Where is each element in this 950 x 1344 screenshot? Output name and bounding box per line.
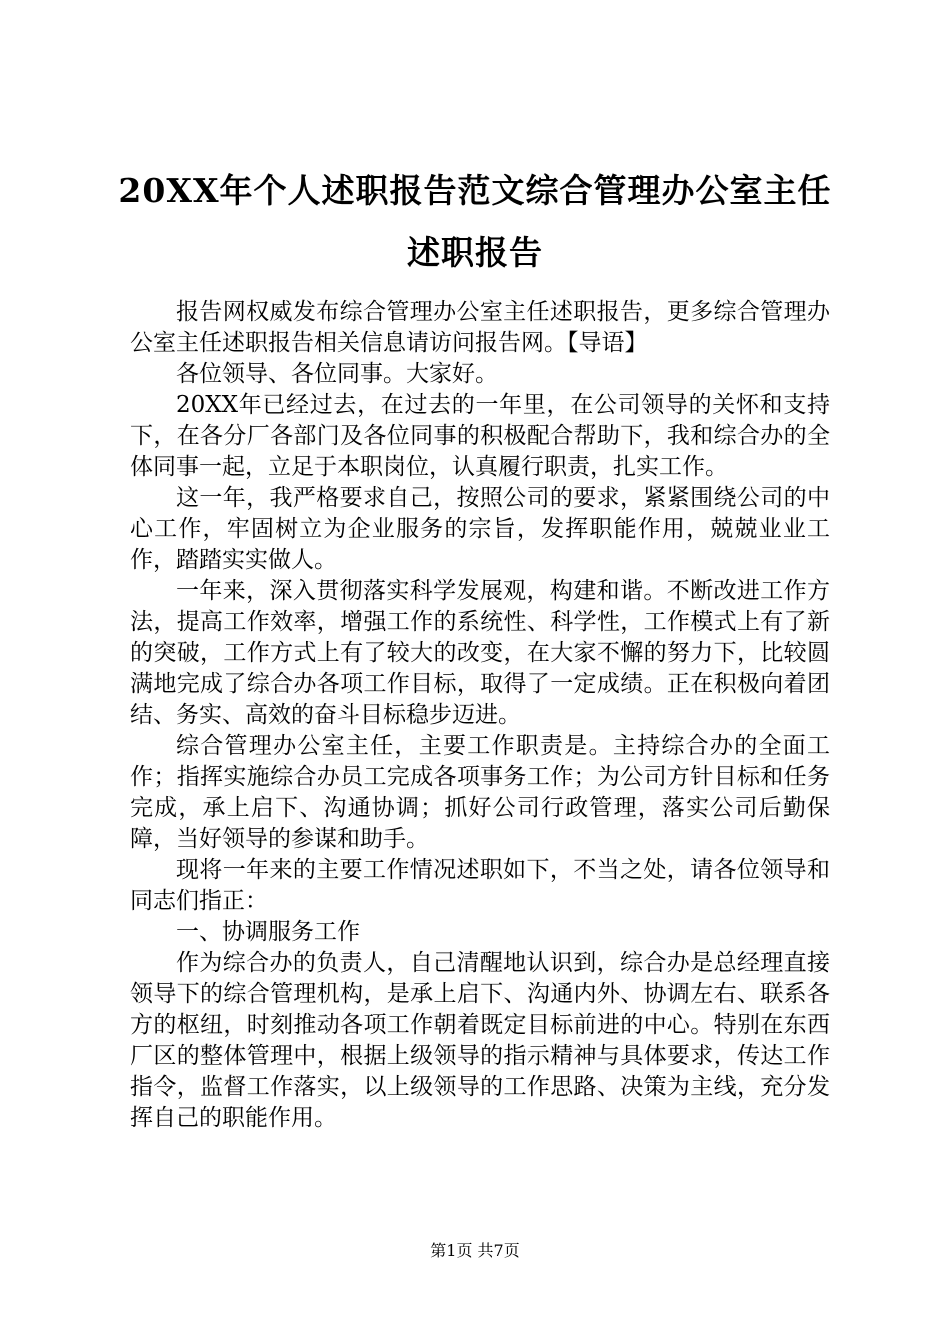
paragraph-greeting: 各位领导、各位同事。大家好。 [176, 361, 498, 387]
paragraph-review: 20XX年已经过去，在过去的一年里，在公司领导的关怀和支持下，在各分厂各部门及各位同事的积极配合帮助下，我和综合办的全体同事一起，立足于本职岗位，认真履行职责，扎实工作。 [130, 392, 830, 480]
document-body [130, 297, 830, 1134]
paragraph-this-year: 这一年，我严格要求自己，按照公司的要求，紧紧围绕公司的中心工作，牢固树立为企业服务的宗旨，发挥职能作用，兢兢业业工作，踏踏实实做人。 [130, 485, 830, 573]
paragraph-duties: 综合管理办公室主任，主要工作职责是。主持综合办的全面工作；指挥实施综合办员工完成各项事务工作；为公司方针目标和任务完成，承上启下、沟通协调；抓好公司行政管理，落实公司后勤保障，当好领导的参谋和助手。 [130, 733, 830, 852]
paragraph-report-intro: 现将一年来的主要工作情况述职如下，不当之处，请各位领导和同志们指正： [130, 857, 830, 914]
document-title: 20XX年个人述职报告范文综合管理办公室主任述职报告 [118, 171, 832, 272]
section-heading-coordination: 一、协调服务工作 [176, 919, 360, 945]
paragraph-coordination: 作为综合办的负责人，自己清醒地认识到，综合办是总经理直接领导下的综合管理机构，是承上启下、沟通内外、协调左右、联系各方的枢纽，时刻推动各项工作朝着既定目标前进的中心。特别在东西厂区的整体管理中，根据上级领导的指示精神与具体要求，传达工作指令，监督工作落实，以上级领导的工作思路、决策为主线，充分发挥自己的职能作用。 [130, 950, 830, 1131]
page-number: 第1页 共7页 [430, 1241, 520, 1260]
paragraph-achievements: 一年来，深入贯彻落实科学发展观，构建和谐。不断改进工作方法，提高工作效率，增强工作的系统性、科学性，工作模式上有了新的突破，工作方式上有了较大的改变，在大家不懈的努力下，比较圆满地完成了综合办各项工作目标，取得了一定成绩。正在积极向着团结、务实、高效的奋斗目标稳步迈进。 [130, 578, 830, 728]
paragraph-intro: 报告网权威发布综合管理办公室主任述职报告，更多综合管理办公室主任述职报告相关信息请访问报告网。【导语】 [130, 299, 830, 356]
